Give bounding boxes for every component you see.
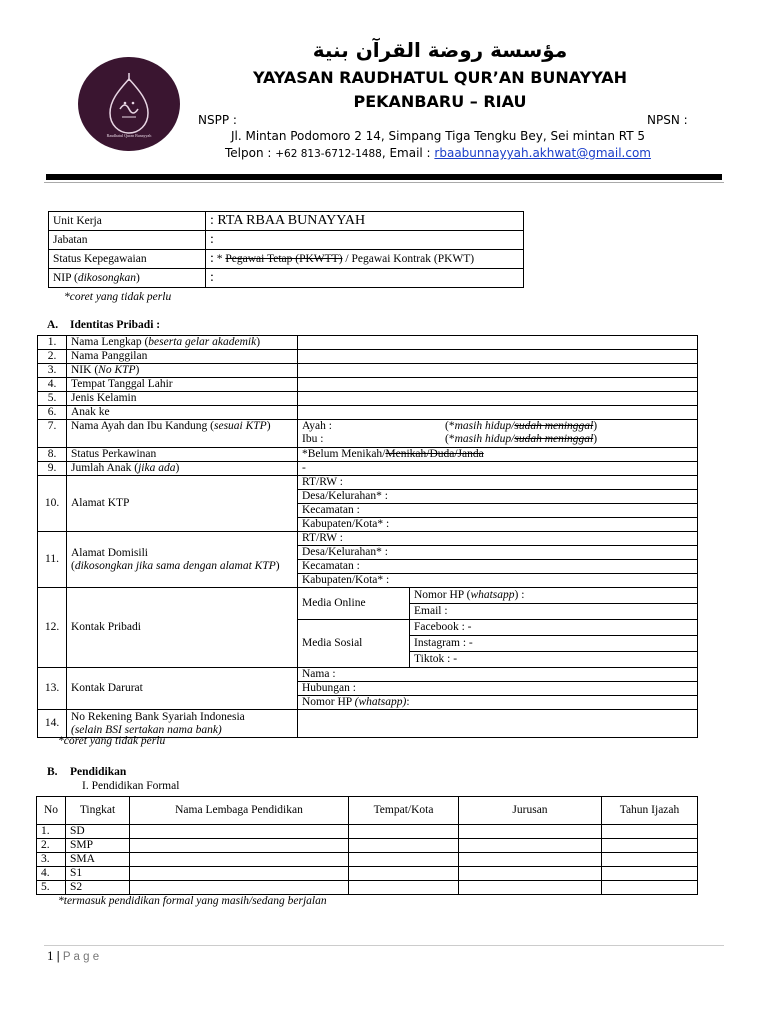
jabatan-label: Jabatan xyxy=(49,231,206,250)
foundation-name: YAYASAN RAUDHATUL QUR’AN BUNAYYAH xyxy=(252,68,628,87)
education-level: S2 xyxy=(66,881,130,895)
year-cell[interactable] xyxy=(602,881,698,895)
gender-field[interactable] xyxy=(298,392,698,406)
arabic-foundation-name: مؤسسة روضة القرآن بنية xyxy=(312,38,568,62)
row-number: 1. xyxy=(38,336,67,350)
table-row xyxy=(38,420,698,448)
row-number: 1. xyxy=(37,825,66,839)
row-number: 13. xyxy=(38,668,67,710)
status-colon: : xyxy=(210,250,214,266)
row-number: 12. xyxy=(38,588,67,668)
status-contract: / Pegawai Kontrak (PKWT) xyxy=(342,252,475,265)
ktp-desa[interactable]: Desa/Kelurahan* : xyxy=(298,490,698,504)
major-cell[interactable] xyxy=(459,839,602,853)
table-row xyxy=(49,212,524,231)
table-row xyxy=(37,839,698,853)
row-label: Nama Ayah dan Ibu Kandung (sesuai KTP) xyxy=(67,420,298,448)
major-cell[interactable] xyxy=(459,881,602,895)
table-row xyxy=(38,350,698,364)
table-row xyxy=(49,231,524,250)
media-online-label: Media Online xyxy=(298,588,410,620)
instagram-field[interactable]: Instagram : - xyxy=(410,636,698,652)
phone-field[interactable]: Nomor HP (whatsapp) : xyxy=(410,588,698,604)
row-number: 8. xyxy=(38,448,67,462)
unit-kerja-label: Unit Kerja xyxy=(49,212,206,231)
table-row xyxy=(37,853,698,867)
emergency-phone-field[interactable]: Nomor HP (whatsapp): xyxy=(298,696,698,710)
row-number: 10. xyxy=(38,476,67,532)
year-cell[interactable] xyxy=(602,853,698,867)
identity-table xyxy=(37,335,698,738)
major-cell[interactable] xyxy=(459,825,602,839)
table-row xyxy=(49,250,524,269)
education-note: *termasuk pendidikan formal yang masih/sedang berjalan xyxy=(58,895,327,907)
table-row xyxy=(49,269,524,288)
row-number: 4. xyxy=(37,867,66,881)
status-label: Status Kepegawaian xyxy=(49,250,206,269)
col-header-level: Tingkat xyxy=(66,797,130,825)
row-label: Jenis Kelamin xyxy=(67,392,298,406)
email-link[interactable]: rbaabunnayyah.akhwat@gmail.com xyxy=(434,146,651,160)
row-number: 14. xyxy=(38,710,67,738)
identity-note: *coret yang tidak perlu xyxy=(58,735,166,747)
row-label: Status Perkawinan xyxy=(67,448,298,462)
mother-label: Ibu : xyxy=(302,432,324,445)
foundation-city: PEKANBARU – RIAU xyxy=(353,92,527,111)
status-value[interactable] xyxy=(206,250,524,269)
header-rule-thin xyxy=(44,182,724,183)
father-status[interactable]: (*masih hidup/sudah meninggal) xyxy=(445,420,598,432)
year-cell[interactable] xyxy=(602,867,698,881)
city-cell[interactable] xyxy=(349,839,459,853)
row-number: 3. xyxy=(38,364,67,378)
institution-cell[interactable] xyxy=(130,881,349,895)
tiktok-field[interactable]: Tiktok : - xyxy=(410,652,698,668)
emergency-name-field[interactable]: Nama : xyxy=(298,668,698,682)
row-number: 11. xyxy=(38,532,67,588)
col-header-year: Tahun Ijazah xyxy=(602,797,698,825)
education-level: SMP xyxy=(66,839,130,853)
row-number: 2. xyxy=(38,350,67,364)
employment-note: *coret yang tidak perlu xyxy=(64,291,172,303)
nik-field[interactable] xyxy=(298,364,698,378)
parents-field[interactable] xyxy=(298,420,698,448)
table-row xyxy=(38,448,698,462)
bank-account-field[interactable] xyxy=(298,710,698,738)
page-number: 1 xyxy=(47,948,54,963)
footer-rule xyxy=(44,945,724,946)
ktp-kabupaten[interactable]: Kabupaten/Kota* : xyxy=(298,518,698,532)
major-cell[interactable] xyxy=(459,867,602,881)
institution-cell[interactable] xyxy=(130,825,349,839)
father-label: Ayah : xyxy=(302,420,332,432)
table-row xyxy=(38,710,698,738)
nickname-field[interactable] xyxy=(298,350,698,364)
email-field[interactable]: Email : xyxy=(410,604,698,620)
table-row xyxy=(38,406,698,420)
row-label: Anak ke xyxy=(67,406,298,420)
table-row xyxy=(38,476,698,490)
employment-table xyxy=(48,211,524,288)
children-field[interactable]: - xyxy=(298,462,698,476)
row-label: Alamat KTP xyxy=(67,476,298,532)
table-row xyxy=(38,532,698,546)
row-label: Kontak Darurat xyxy=(67,668,298,710)
institution-cell[interactable] xyxy=(130,867,349,881)
institution-cell[interactable] xyxy=(130,853,349,867)
logo-caption: Raudhatul Quran Bunayyah xyxy=(106,133,152,138)
page-separator: | xyxy=(56,948,60,963)
row-number: 2. xyxy=(37,839,66,853)
marital-field[interactable]: *Belum Menikah/Menikah/Duda/Janda xyxy=(298,448,698,462)
row-label: Kontak Pribadi xyxy=(67,588,298,668)
education-level: SMA xyxy=(66,853,130,867)
email-label: , Email : xyxy=(381,146,431,160)
education-table xyxy=(36,796,698,895)
institution-cell[interactable] xyxy=(130,839,349,853)
domisili-desa[interactable]: Desa/Kelurahan* : xyxy=(298,546,698,560)
mother-status[interactable]: (*masih hidup/sudah meninggal) xyxy=(445,432,598,445)
section-b-letter: B. xyxy=(47,766,58,778)
full-name-field[interactable] xyxy=(298,336,698,350)
year-cell[interactable] xyxy=(602,839,698,853)
major-cell[interactable] xyxy=(459,853,602,867)
row-number: 7. xyxy=(38,420,67,448)
table-row xyxy=(38,364,698,378)
emergency-relation-field[interactable]: Hubungan : xyxy=(298,682,698,696)
col-header-major: Jurusan xyxy=(459,797,602,825)
section-b-subtitle: I. Pendidikan Formal xyxy=(82,780,180,792)
jabatan-value[interactable]: : xyxy=(206,231,524,250)
contact-line xyxy=(200,146,676,160)
table-row xyxy=(38,668,698,682)
row-label: Tempat Tanggal Lahir xyxy=(67,378,298,392)
col-header-city: Tempat/Kota xyxy=(349,797,459,825)
city-cell[interactable] xyxy=(349,881,459,895)
section-a-letter: A. xyxy=(47,319,59,331)
table-row xyxy=(38,378,698,392)
row-label: Nama Lengkap (beserta gelar akademik) xyxy=(67,336,298,350)
domisili-kabupaten[interactable]: Kabupaten/Kota* : xyxy=(298,574,698,588)
npsn-label: NPSN : xyxy=(647,113,688,127)
status-permanent-struck: Pegawai Tetap (PKWTT) xyxy=(225,252,343,265)
unit-kerja-value[interactable]: : RTA RBAA BUNAYYAH xyxy=(206,212,524,231)
table-header-row xyxy=(37,797,698,825)
page-word: P a g e xyxy=(62,951,100,963)
nip-value[interactable]: : xyxy=(206,269,524,288)
row-number: 5. xyxy=(37,881,66,895)
header-rule xyxy=(46,174,722,180)
city-cell[interactable] xyxy=(349,825,459,839)
col-header-institution: Nama Lembaga Pendidikan xyxy=(130,797,349,825)
table-row xyxy=(38,392,698,406)
table-row xyxy=(38,462,698,476)
section-b-title: Pendidikan xyxy=(70,766,127,778)
row-label: Alamat Domisili (dikosongkan jika sama dengan alamat KTP) xyxy=(67,532,298,588)
row-label: NIK (No KTP) xyxy=(67,364,298,378)
row-label: Nama Panggilan xyxy=(67,350,298,364)
domisili-kecamatan[interactable]: Kecamatan : xyxy=(298,560,698,574)
table-row xyxy=(38,336,698,350)
city-cell[interactable] xyxy=(349,853,459,867)
row-label: No Rekening Bank Syariah Indonesia (selain BSI sertakan nama bank) xyxy=(67,710,298,738)
child-order-field[interactable] xyxy=(298,406,698,420)
nip-label: NIP (dikosongkan) xyxy=(49,269,206,288)
row-number: 4. xyxy=(38,378,67,392)
year-cell[interactable] xyxy=(602,825,698,839)
table-row xyxy=(37,825,698,839)
page-footer xyxy=(47,948,99,964)
phone-label: Telpon : xyxy=(224,146,272,160)
foundation-address: Jl. Mintan Podomoro 2 14, Simpang Tiga Tengku Bey, Sei mintan RT 5 xyxy=(230,129,646,143)
nspp-label: NSPP : xyxy=(198,113,237,127)
table-row xyxy=(38,588,698,604)
education-level: SD xyxy=(66,825,130,839)
facebook-field[interactable]: Facebook : - xyxy=(410,620,698,636)
ktp-rt-rw[interactable]: RT/RW : xyxy=(298,476,698,490)
section-a-title: Identitas Pribadi : xyxy=(70,319,161,331)
table-row xyxy=(37,867,698,881)
city-cell[interactable] xyxy=(349,867,459,881)
row-label: Jumlah Anak (jika ada) xyxy=(67,462,298,476)
ktp-kecamatan[interactable]: Kecamatan : xyxy=(298,504,698,518)
row-number: 3. xyxy=(37,853,66,867)
row-number: 5. xyxy=(38,392,67,406)
row-number: 6. xyxy=(38,406,67,420)
phone-number: +62 813-6712-1488 xyxy=(275,148,382,160)
education-level: S1 xyxy=(66,867,130,881)
birth-field[interactable] xyxy=(298,378,698,392)
status-star: * xyxy=(213,252,226,265)
media-social-label: Media Sosial xyxy=(298,620,410,668)
table-row xyxy=(37,881,698,895)
col-header-no: No xyxy=(37,797,66,825)
domisili-rt-rw[interactable]: RT/RW : xyxy=(298,532,698,546)
row-number: 9. xyxy=(38,462,67,476)
